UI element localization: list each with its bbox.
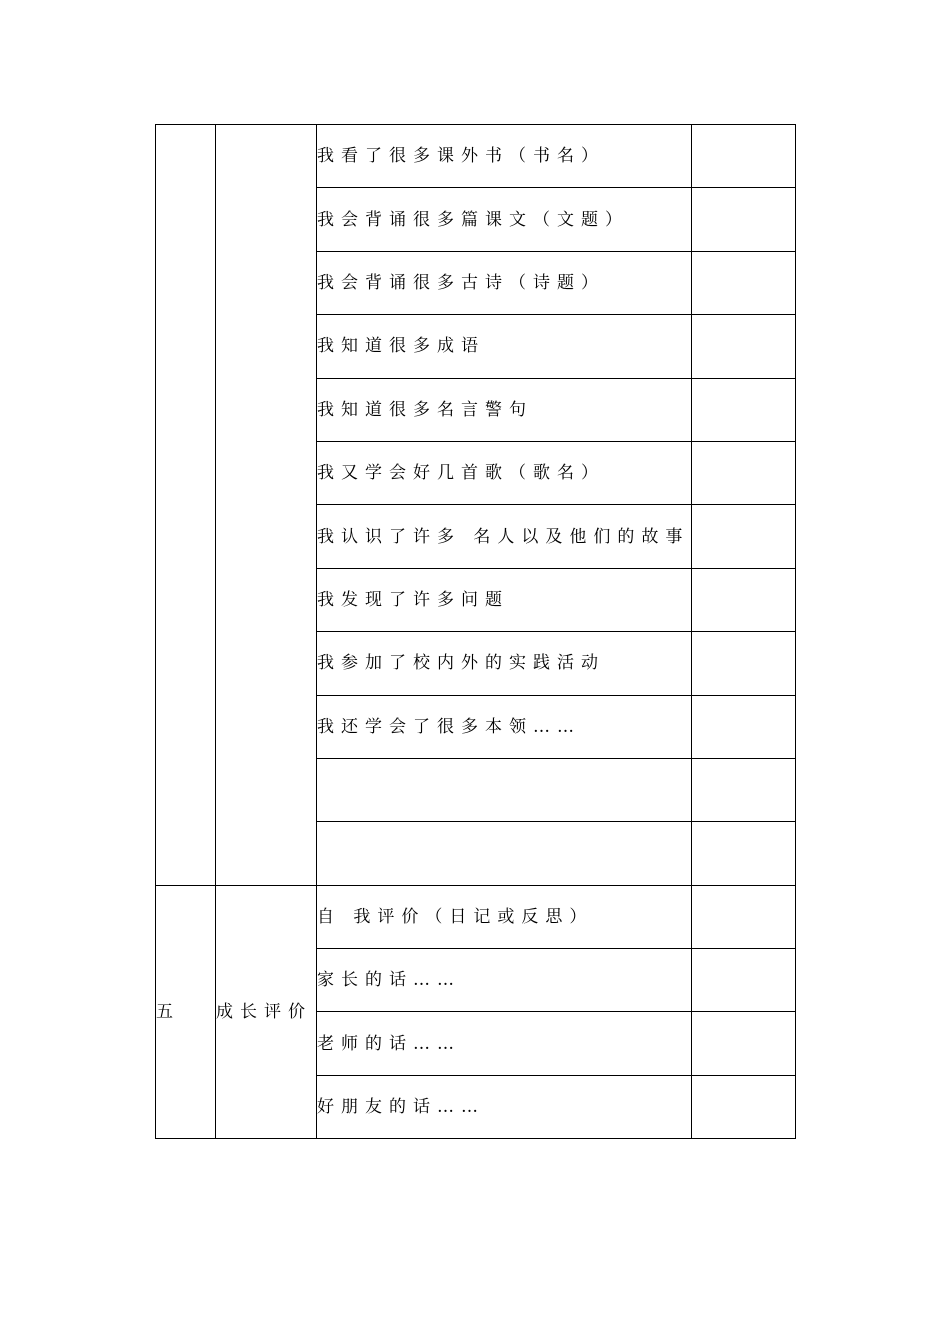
growth-record-table: [155, 124, 796, 1139]
entry-cell[interactable]: [692, 758, 796, 821]
entry-cell[interactable]: [692, 695, 796, 758]
entry-cell[interactable]: [692, 125, 796, 188]
table-row: [156, 885, 796, 948]
item-cell: 我会背诵很多古诗（诗题）: [317, 251, 692, 314]
item-cell: 我知道很多名言警句: [317, 378, 692, 441]
section-category-cell: 成长评价: [216, 885, 317, 1139]
entry-cell[interactable]: [692, 885, 796, 948]
item-cell: 我发现了许多问题: [317, 568, 692, 631]
item-cell: 我认识了许多 名人以及他们的故事: [317, 505, 692, 568]
entry-cell[interactable]: [692, 505, 796, 568]
entry-cell[interactable]: [692, 251, 796, 314]
section-number-cell: 五: [156, 885, 216, 1139]
entry-cell[interactable]: [692, 568, 796, 631]
entry-cell[interactable]: [692, 632, 796, 695]
section-category-cell: [216, 125, 317, 886]
item-cell: 自 我评价（日记或反思）: [317, 885, 692, 948]
entry-cell[interactable]: [692, 188, 796, 251]
item-cell[interactable]: [317, 758, 692, 821]
item-cell: 好朋友的话……: [317, 1075, 692, 1138]
item-cell[interactable]: [317, 822, 692, 885]
entry-cell[interactable]: [692, 1012, 796, 1075]
item-cell: 我会背诵很多篇课文（文题）: [317, 188, 692, 251]
table-row: [156, 125, 796, 188]
section-number-cell: [156, 125, 216, 886]
entry-cell[interactable]: [692, 315, 796, 378]
entry-cell[interactable]: [692, 822, 796, 885]
item-cell: 我还学会了很多本领……: [317, 695, 692, 758]
entry-cell[interactable]: [692, 949, 796, 1012]
item-cell: 家长的话……: [317, 949, 692, 1012]
item-cell: 老师的话……: [317, 1012, 692, 1075]
item-cell: 我知道很多成语: [317, 315, 692, 378]
entry-cell[interactable]: [692, 1075, 796, 1138]
entry-cell[interactable]: [692, 378, 796, 441]
item-cell: 我看了很多课外书（书名）: [317, 125, 692, 188]
item-cell: 我参加了校内外的实践活动: [317, 632, 692, 695]
item-cell: 我又学会好几首歌（歌名）: [317, 441, 692, 504]
entry-cell[interactable]: [692, 441, 796, 504]
